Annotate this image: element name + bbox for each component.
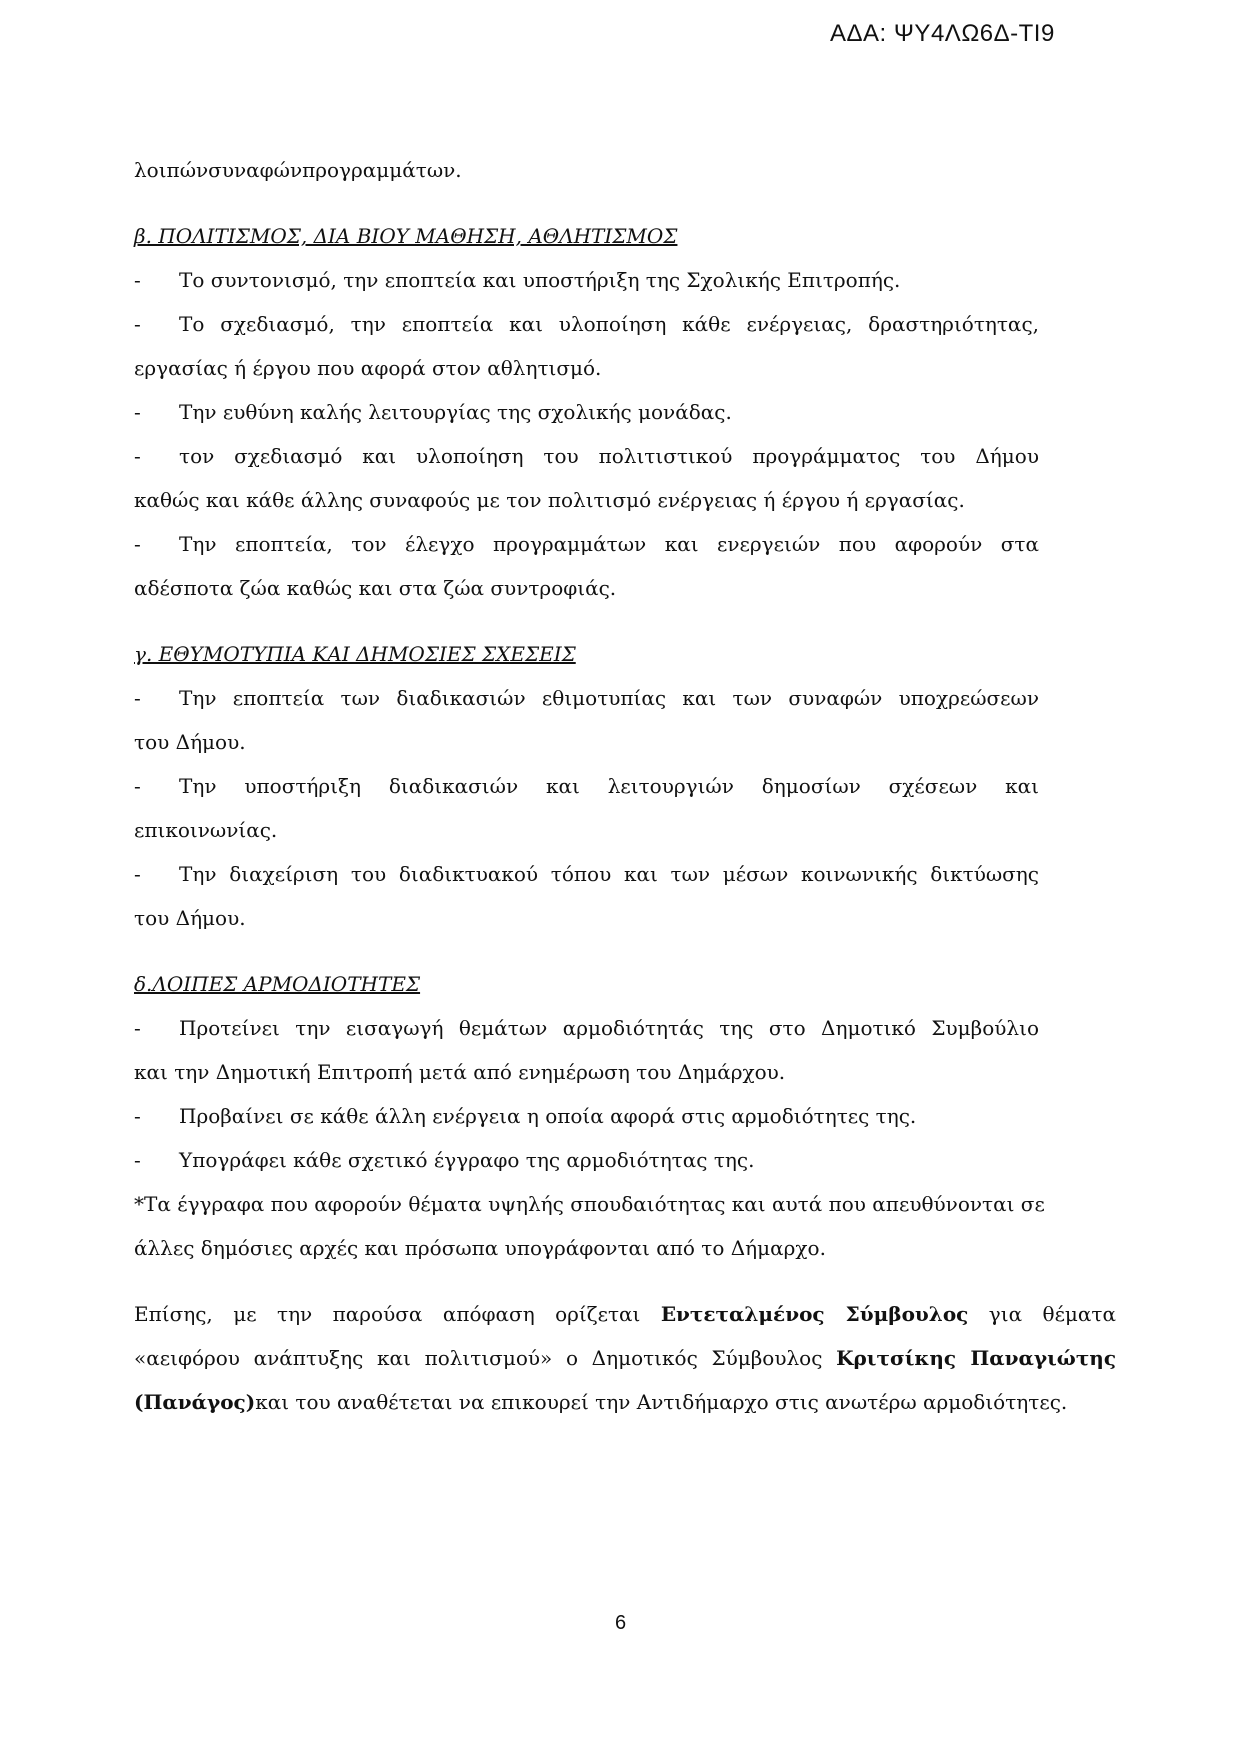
section-c-list	[134, 676, 1039, 940]
closing-bold-name: Κριτσίκης Παναγιώτης	[836, 1346, 1117, 1370]
list-item: - Προβαίνει σε κάθε άλλη ενέργεια η οποία αφορά στις αρμοδιότητες της.	[134, 1094, 1039, 1138]
section-d-list	[134, 1006, 1045, 1270]
list-item-continuation: του Δήμου.	[134, 906, 246, 930]
page-number: 6	[614, 1612, 627, 1634]
section-b-list	[134, 258, 1039, 610]
intro-line: λοιπώνσυναφώνπρογραμμάτων.	[134, 158, 462, 182]
list-item: - Προτείνει την εισαγωγή θεμάτων αρμοδιότητάς της στο Δημοτικό Συμβούλιο	[134, 1006, 1039, 1050]
closing-line-3: (Πανάγος)και του αναθέτεται να επικουρεί την Αντιδήμαρχο στις ανωτέρω αρμοδιότητες.	[134, 1390, 1068, 1414]
list-item-continuation: αδέσποτα ζώα καθώς και στα ζώα συντροφιάς.	[134, 576, 617, 600]
list-item: - τον σχεδιασμό και υλοποίηση του πολιτιστικού προγράμματος του Δήμου	[134, 434, 1039, 478]
list-item-continuation: του Δήμου.	[134, 730, 246, 754]
bullet-dash: -	[134, 444, 141, 468]
note-line: *Τα έγγραφα που αφορούν θέματα υψηλής σπουδαιότητας και αυτά που απευθύνονται σε	[134, 1192, 1045, 1216]
list-item: - Την ευθύνη καλής λειτουργίας της σχολικής μονάδας.	[134, 390, 1039, 434]
list-item-continuation: καθώς και κάθε άλλης συναφούς με τον πολιτισμό ενέργειας ή έργου ή εργασίας.	[134, 488, 965, 512]
bullet-dash: -	[134, 862, 141, 886]
list-item: - Την εποπτεία, τον έλεγχο προγραμμάτων και ενεργειών που αφορούν στα	[134, 522, 1039, 566]
list-item-continuation: και την Δημοτική Επιτροπή μετά από ενημέρωση του Δημάρχου.	[134, 1060, 786, 1084]
bullet-dash: -	[134, 400, 141, 424]
closing-paragraph	[134, 1292, 1116, 1424]
list-item: - Την διαχείριση του διαδικτυακού τόπου και των μέσων κοινωνικής δικτύωσης	[134, 852, 1039, 896]
section-b-heading: β. ΠΟΛΙΤΙΣΜΟΣ, ΔΙΑ ΒΙΟΥ ΜΑΘΗΣΗ, ΑΘΛΗΤΙΣΜΟΣ	[134, 224, 678, 248]
closing-line-2: «αειφόρου ανάπτυξης και πολιτισμού» ο Δημοτικός Σύμβουλος Κριτσίκης Παναγιώτης	[134, 1346, 1117, 1370]
list-item-continuation: εργασίας ή έργου που αφορά στον αθλητισμό.	[134, 356, 602, 380]
bullet-dash: -	[134, 1016, 141, 1040]
list-item: - Την εποπτεία των διαδικασιών εθιμοτυπίας και των συναφών υποχρεώσεων	[134, 676, 1039, 720]
bullet-dash: -	[134, 686, 141, 710]
closing-line-1: Επίσης, με την παρούσα απόφαση ορίζεται Εντεταλμένος Σύμβουλος για θέματα	[134, 1302, 1117, 1326]
section-c-heading: γ. ΕΘΥΜΟΤΥΠΙΑ ΚΑΙ ΔΗΜΟΣΙΕΣ ΣΧΕΣΕΙΣ	[134, 642, 576, 666]
list-item: - Το συντονισμό, την εποπτεία και υποστήριξη της Σχολικής Επιτροπής.	[134, 258, 1039, 302]
bullet-dash: -	[134, 312, 141, 336]
section-d-heading: δ.ΛΟΙΠΕΣ ΑΡΜΟΔΙΟΤΗΤΕΣ	[134, 972, 421, 996]
bullet-dash: -	[134, 774, 141, 798]
list-item: - Την υποστήριξη διαδικασιών και λειτουργιών δημοσίων σχέσεων και	[134, 764, 1039, 808]
list-item: - Υπογράφει κάθε σχετικό έγγραφο της αρμοδιότητας της.	[134, 1138, 1039, 1182]
bullet-dash: -	[134, 268, 141, 292]
list-item-continuation: επικοινωνίας.	[134, 818, 278, 842]
bullet-dash: -	[134, 532, 141, 556]
note-line: άλλες δημόσιες αρχές και πρόσωπα υπογράφονται από το Δήμαρχο.	[134, 1236, 826, 1260]
bullet-dash: -	[134, 1148, 141, 1172]
document-body	[134, 148, 1117, 1424]
list-item: - Το σχεδιασμό, την εποπτεία και υλοποίηση κάθε ενέργειας, δραστηριότητας,	[134, 302, 1039, 346]
closing-bold-nickname: (Πανάγος)	[134, 1390, 256, 1414]
closing-bold-role: Εντεταλμένος Σύμβουλος	[660, 1302, 969, 1326]
ada-code: ΑΔΑ: ΨΥ4ΛΩ6Δ-ΤΙ9	[830, 20, 1055, 47]
bullet-dash: -	[134, 1104, 141, 1128]
